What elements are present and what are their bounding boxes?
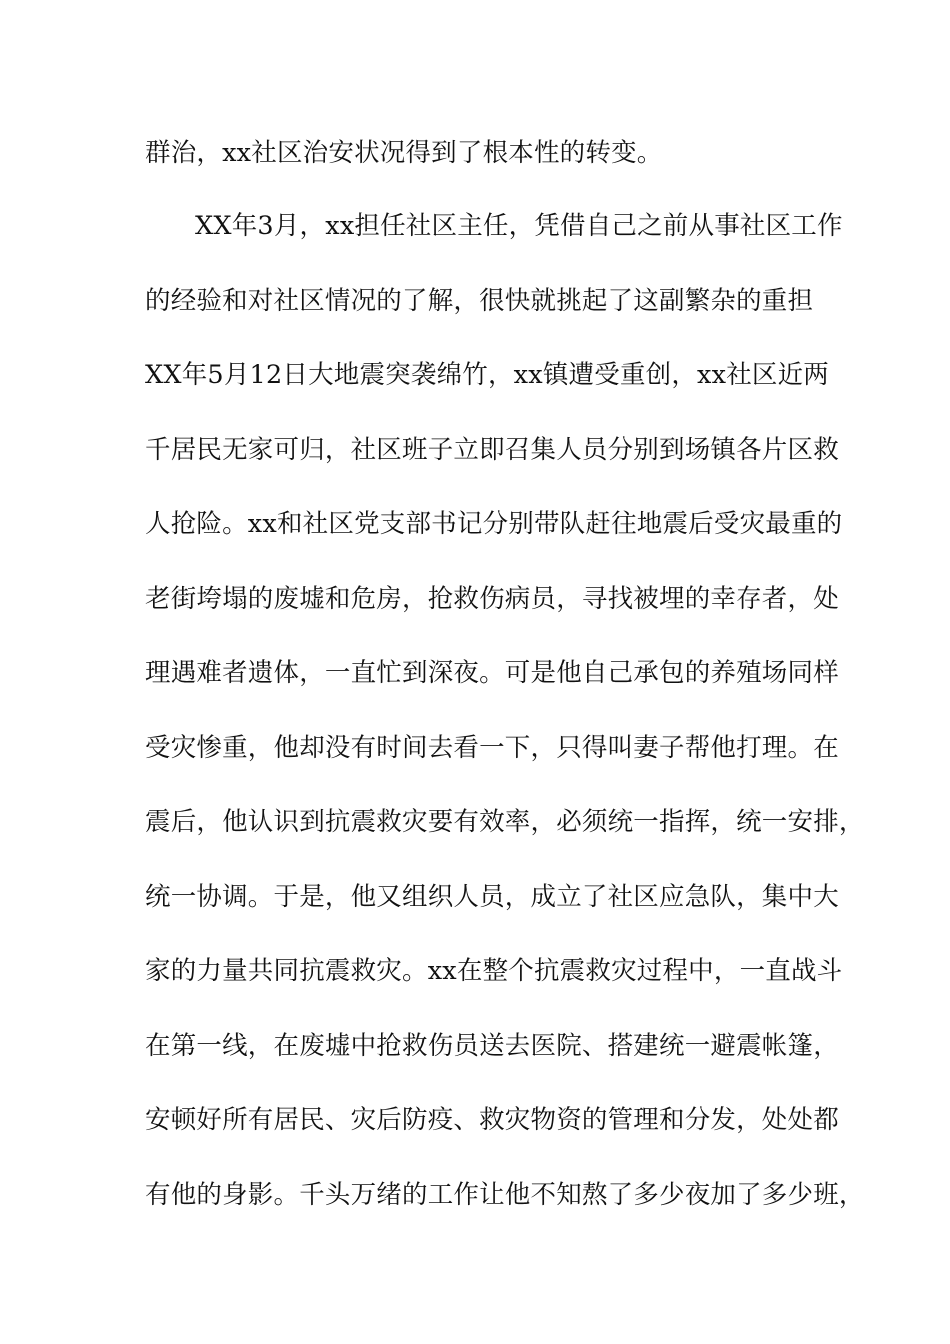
text-line-1: 群治，xx社区治安状况得到了根本性的转变。	[145, 138, 663, 168]
text-line-5: 千居民无家可归，社区班子立即召集人员分别到场镇各片区救	[145, 435, 839, 465]
text-line-13: 在第一线，在废墟中抢救伤员送去医院、搭建统一避震帐篷，	[145, 1031, 839, 1061]
text-line-12: 家的力量共同抗震救灾。xx在整个抗震救灾过程中，一直战斗	[145, 956, 843, 986]
text-line-9: 受灾惨重，他却没有时间去看一下，只得叫妻子帮他打理。在	[145, 733, 839, 763]
text-line-2: XX年3月，xx担任社区主任，凭借自己之前从事社区工作	[195, 211, 843, 241]
text-line-10: 震后，他认识到抗震救灾要有效率，必须统一指挥，统一安排，	[145, 807, 865, 837]
text-line-7: 老街垮塌的废墟和危房，抢救伤病员，寻找被埋的幸存者，处	[145, 584, 839, 614]
text-line-14: 安顿好所有居民、灾后防疫、救灾物资的管理和分发，处处都	[145, 1105, 839, 1135]
text-line-11: 统一协调。于是，他又组织人员，成立了社区应急队，集中大	[145, 882, 839, 912]
text-line-3: 的经验和对社区情况的了解，很快就挑起了这副繁杂的重担	[145, 286, 814, 316]
text-line-15: 有他的身影。千头万绪的工作让他不知熬了多少夜加了多少班，	[145, 1180, 865, 1210]
text-line-4: XX年5月12日大地震突袭绵竹，xx镇遭受重创，xx社区近两	[145, 360, 830, 390]
text-line-8: 理遇难者遗体，一直忙到深夜。可是他自己承包的养殖场同样	[145, 658, 839, 688]
text-line-6: 人抢险。xx和社区党支部书记分别带队赶往地震后受灾最重的	[145, 509, 843, 539]
